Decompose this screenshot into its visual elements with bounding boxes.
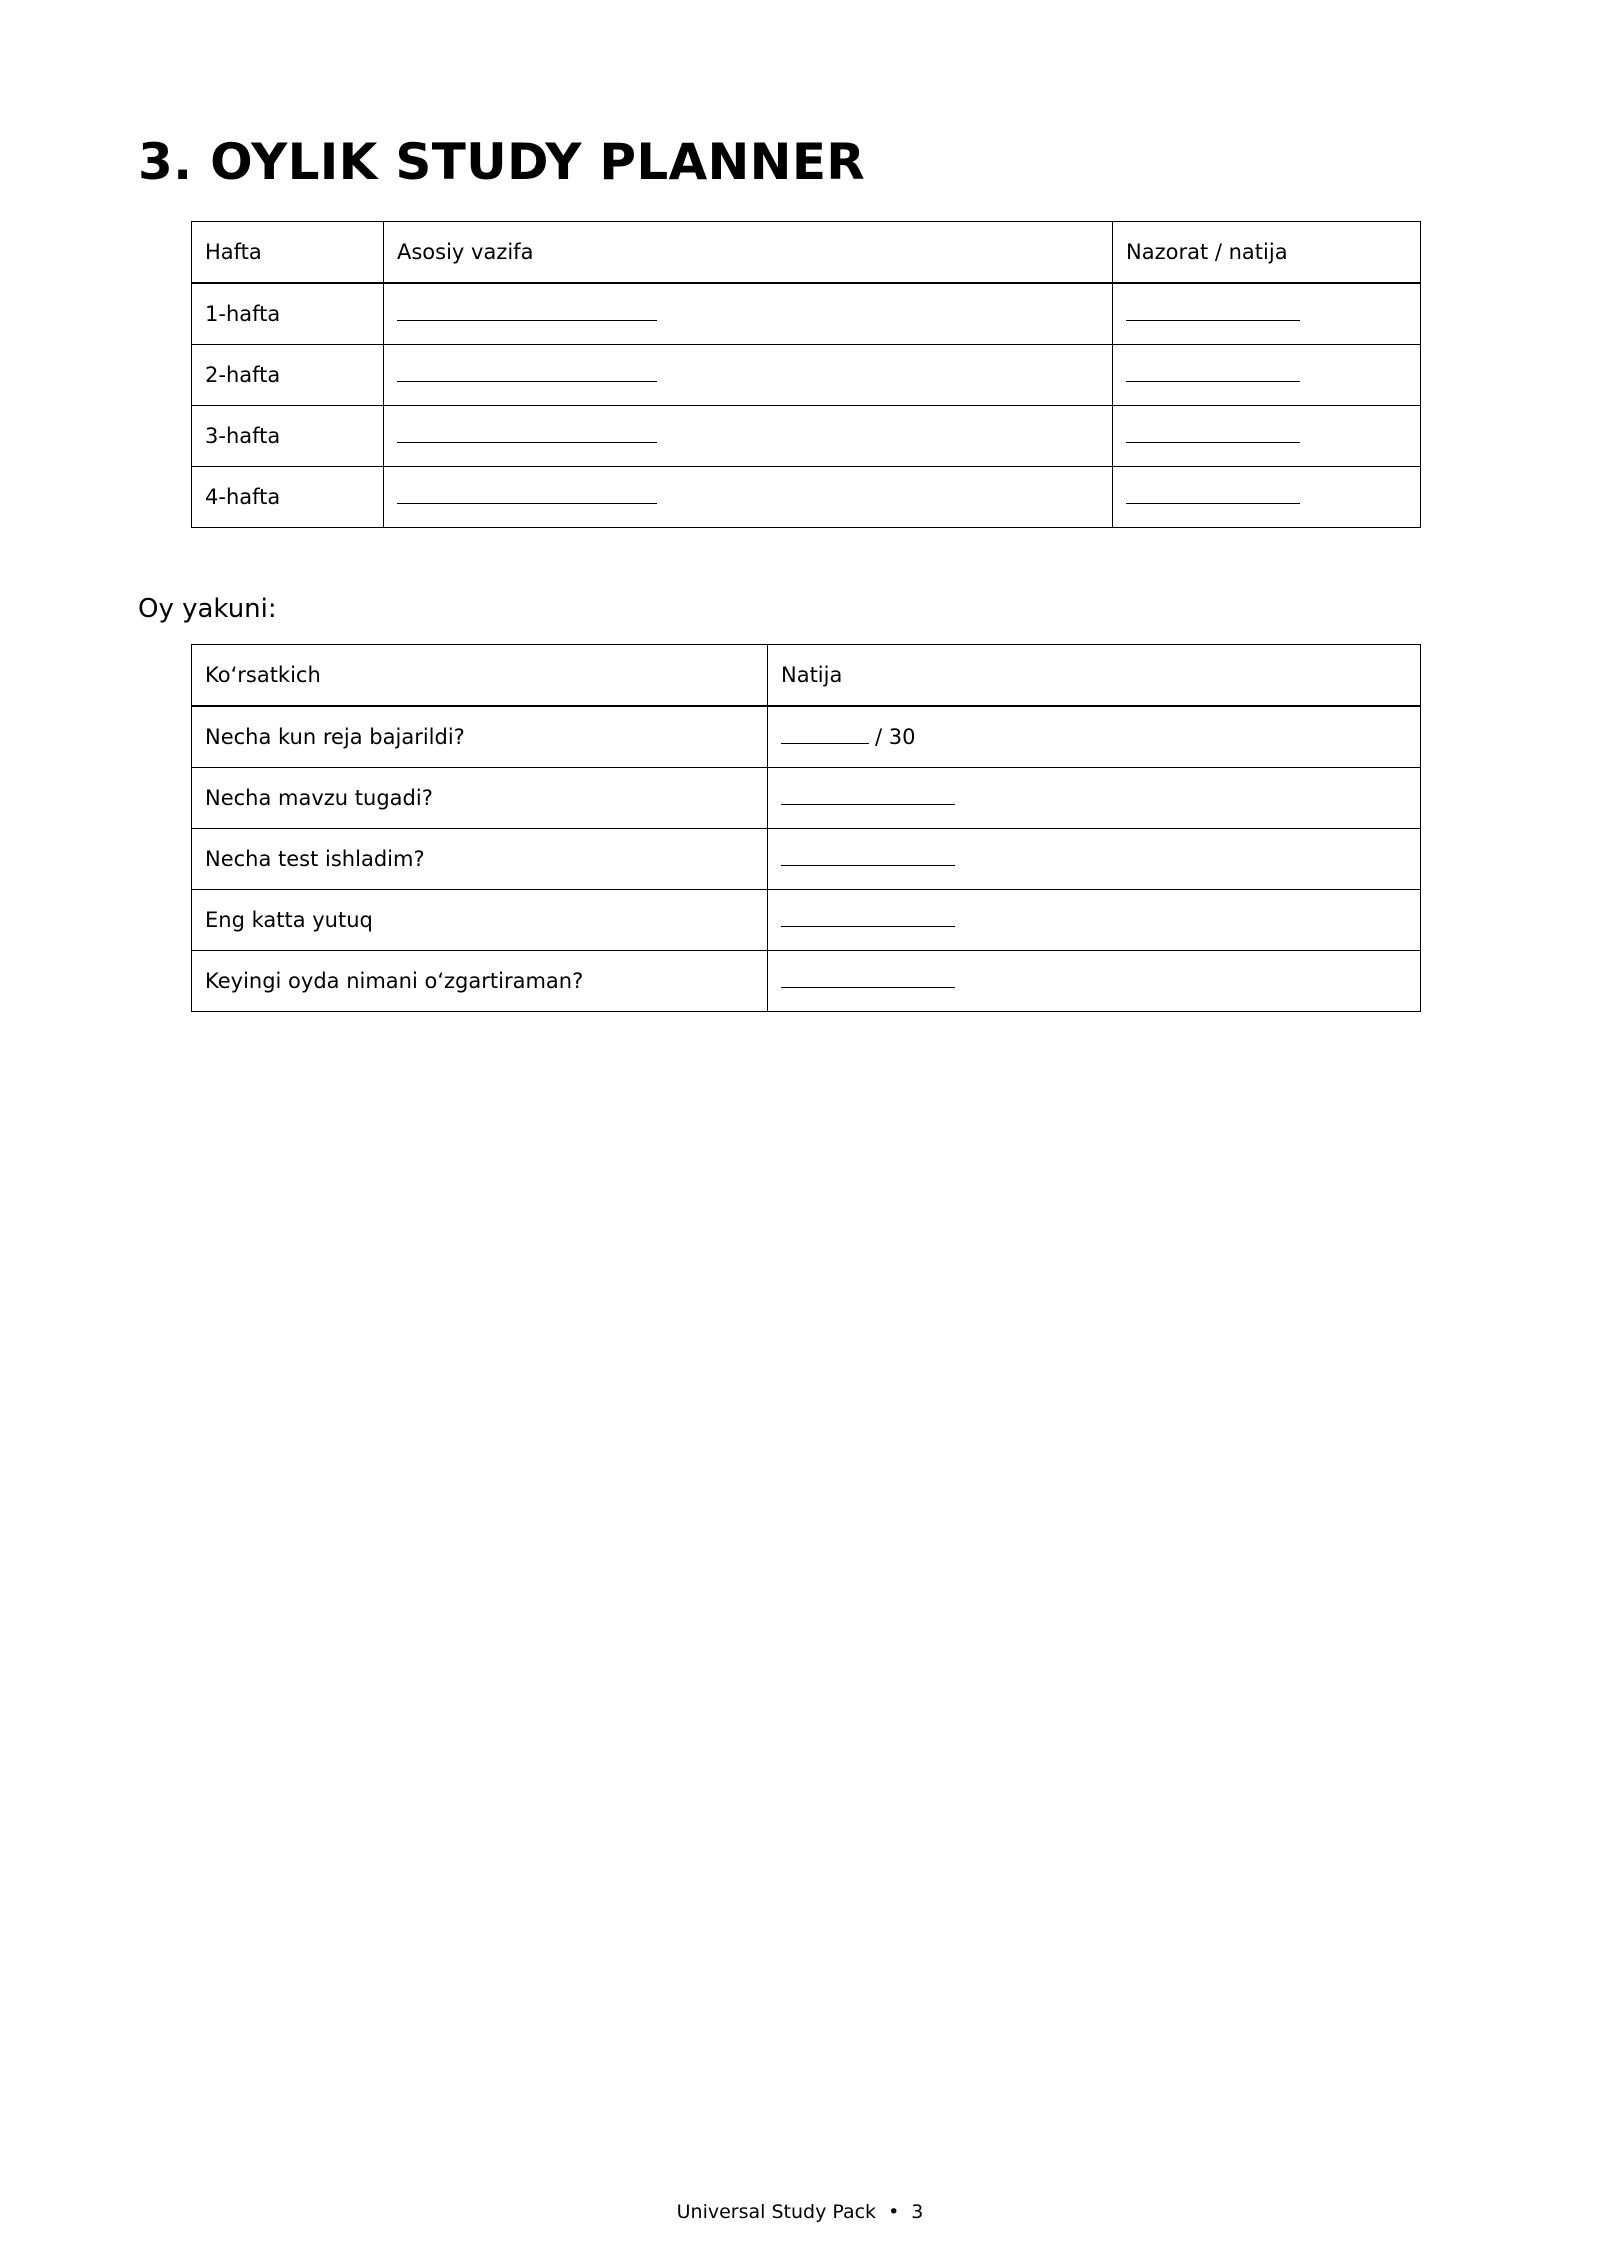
indicator-label: Eng katta yutuq: [192, 890, 768, 951]
main-task-field[interactable]: [384, 345, 1113, 406]
page-number: 3: [911, 2201, 924, 2223]
blank-line: [1126, 485, 1300, 504]
week-label: 3-hafta: [192, 406, 384, 467]
column-header-control-result: Nazorat / natija: [1113, 222, 1421, 284]
column-header-result: Natija: [768, 645, 1421, 707]
week-label: 2-hafta: [192, 345, 384, 406]
indicator-label: Keyingi oyda nimani o‘zgartiraman?: [192, 951, 768, 1012]
week-label: 4-hafta: [192, 467, 384, 528]
control-result-field[interactable]: [1113, 406, 1421, 467]
column-header-indicator: Ko‘rsatkich: [192, 645, 768, 707]
table-row: [192, 951, 1421, 1012]
blank-line: [397, 363, 657, 382]
weekly-plan-table: [191, 221, 1421, 528]
table-row: [192, 467, 1421, 528]
blank-line: [397, 424, 657, 443]
blank-line: [781, 725, 869, 744]
control-result-field[interactable]: [1113, 283, 1421, 345]
column-header-week: Hafta: [192, 222, 384, 284]
main-task-field[interactable]: [384, 467, 1113, 528]
blank-line: [1126, 363, 1300, 382]
month-summary-table: [191, 644, 1421, 1012]
column-header-main-task: Asosiy vazifa: [384, 222, 1113, 284]
blank-line: [1126, 302, 1300, 321]
blank-line: [781, 786, 955, 805]
table-row: [192, 283, 1421, 345]
table-row: [192, 768, 1421, 829]
result-field[interactable]: [768, 768, 1421, 829]
table-row: [192, 706, 1421, 768]
blank-line: [1126, 424, 1300, 443]
main-task-field[interactable]: [384, 283, 1113, 345]
indicator-label: Necha kun reja bajarildi?: [192, 706, 768, 768]
footer-separator: •: [888, 2201, 900, 2223]
page-title: 3. OYLIK STUDY PLANNER: [138, 133, 866, 191]
result-field[interactable]: [768, 890, 1421, 951]
days-total-suffix: / 30: [875, 725, 916, 749]
blank-line: [397, 302, 657, 321]
table-row: [192, 890, 1421, 951]
indicator-label: Necha mavzu tugadi?: [192, 768, 768, 829]
blank-line: [781, 969, 955, 988]
control-result-field[interactable]: [1113, 467, 1421, 528]
blank-line: [397, 485, 657, 504]
table-header-row: [192, 645, 1421, 707]
table-row: [192, 406, 1421, 467]
result-field[interactable]: [768, 829, 1421, 890]
page-footer: [0, 2200, 1600, 2224]
blank-line: [781, 847, 955, 866]
footer-document-name: Universal Study Pack: [676, 2201, 877, 2223]
month-summary-heading: Oy yakuni:: [138, 594, 277, 624]
indicator-label: Necha test ishladim?: [192, 829, 768, 890]
table-row: [192, 345, 1421, 406]
blank-line: [781, 908, 955, 927]
result-field[interactable]: [768, 951, 1421, 1012]
result-field[interactable]: [768, 706, 1421, 768]
control-result-field[interactable]: [1113, 345, 1421, 406]
main-task-field[interactable]: [384, 406, 1113, 467]
week-label: 1-hafta: [192, 283, 384, 345]
table-header-row: [192, 222, 1421, 284]
table-row: [192, 829, 1421, 890]
